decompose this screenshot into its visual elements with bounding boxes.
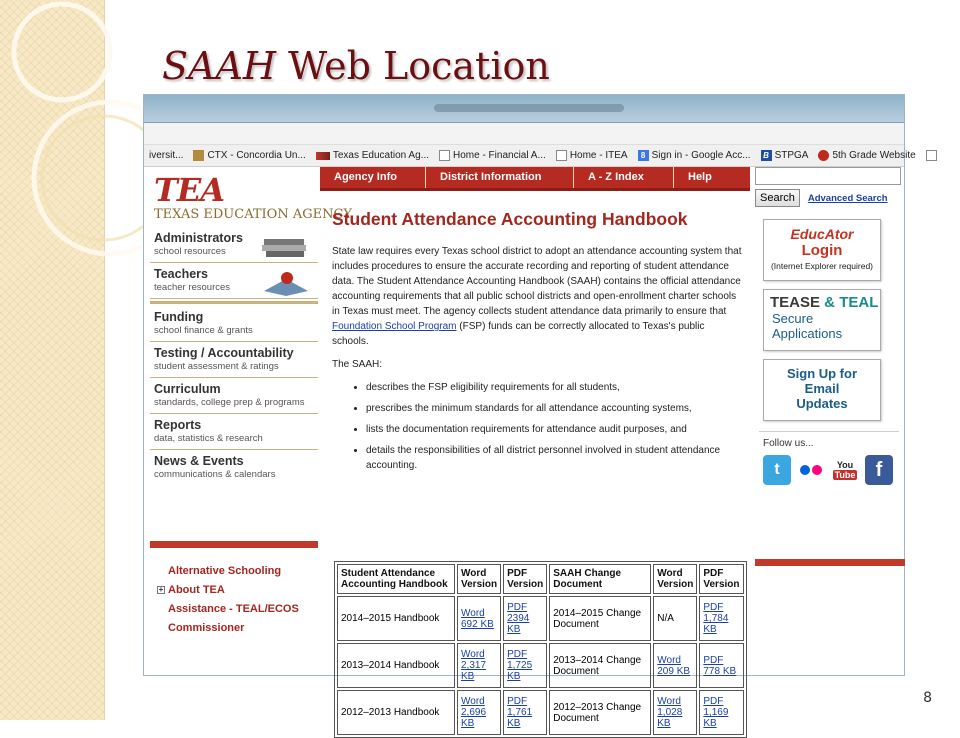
slide-title-rest: Web Location — [276, 44, 550, 88]
red-divider — [150, 541, 318, 548]
nav-item-title: Reports — [154, 418, 202, 432]
bookmark-item[interactable] — [921, 150, 942, 161]
tea-icon — [316, 152, 330, 160]
fsp-link[interactable]: Foundation School Program — [332, 321, 457, 332]
browser-titlebar — [144, 95, 904, 123]
bookmark-label: iversit... — [149, 150, 184, 161]
pdf-link[interactable]: PDF 2394 KB — [507, 602, 530, 635]
concordia-icon — [193, 150, 204, 161]
bookmark-item[interactable] — [188, 150, 310, 161]
logo-mark: TEA — [154, 171, 225, 209]
youtube-you: You — [836, 460, 854, 470]
col-header: PDF Version — [503, 564, 547, 594]
saah-bullets — [332, 380, 742, 473]
bookmark-item[interactable] — [813, 150, 920, 161]
blurred-title — [434, 104, 624, 112]
tab-a-z-index[interactable]: A - Z Index — [574, 167, 674, 191]
nav-item-testing[interactable] — [150, 342, 318, 378]
tease-teal-banner[interactable] — [763, 289, 881, 351]
youtube-icon[interactable] — [831, 455, 859, 485]
social-icons — [763, 455, 903, 485]
bookmark-item[interactable] — [633, 150, 756, 161]
nav-item-teachers[interactable] — [150, 263, 318, 299]
educator-note: (Internet Explorer required) — [770, 261, 874, 271]
page-icon — [926, 150, 937, 161]
change-word-cell: N/A — [653, 596, 697, 641]
table-row — [337, 690, 744, 735]
handbook-table — [334, 561, 747, 738]
word-link[interactable]: Word 209 KB — [657, 654, 691, 677]
search-input[interactable] — [755, 167, 901, 185]
signup-line: Sign Up for — [786, 366, 858, 381]
pdf-cell — [503, 690, 547, 735]
tab-help[interactable]: Help — [688, 171, 712, 183]
bookmark-item[interactable] — [551, 150, 633, 161]
main-content — [332, 209, 742, 479]
nav-item-funding[interactable] — [150, 306, 318, 342]
word-cell — [457, 596, 501, 641]
handbook-cell: 2012–2013 Handbook — [337, 690, 455, 735]
saah-label: The SAAH: — [332, 359, 383, 370]
tea-logo[interactable] — [150, 171, 353, 227]
intro-paragraph — [332, 244, 742, 349]
pdf-link[interactable]: PDF 778 KB — [703, 654, 737, 677]
intro-text: State law requires every Texas school district to adopt an attendance accounting system that includes procedures to ensure the accurate recording and reporting of student attendance data. The Student Attendance Accounting Handbook (SAAH) contains the official attendance accounting requirements that all public school districts and open-enrollment charter schools in Texas must meet. The agency collects student attendance data primarily to ensure that — [332, 246, 742, 317]
link-label: About TEA — [168, 584, 225, 596]
tea-webpage — [144, 167, 904, 729]
nav-item-title: Administrators — [154, 231, 243, 245]
red-divider — [755, 559, 905, 566]
table-row — [337, 596, 744, 641]
col-header: Word Version — [653, 564, 697, 594]
nav-item-sub: standards, college prep & programs — [154, 397, 305, 408]
word-link[interactable]: Word 2,696 KB — [461, 696, 487, 729]
pdf-cell — [503, 596, 547, 641]
apple-books-icon — [260, 269, 312, 297]
pdf-link[interactable]: PDF 1,784 KB — [703, 602, 729, 635]
tease-title — [770, 294, 879, 311]
tease-amp: & — [820, 294, 840, 311]
nav-item-sub: teacher resources — [154, 282, 231, 293]
pdf-link[interactable]: PDF 1,169 KB — [703, 696, 729, 729]
educator-login-banner[interactable] — [763, 219, 881, 281]
slide-title-emphasis: SAAH — [162, 44, 277, 88]
nav-item-sub: school resources — [154, 246, 226, 257]
youtube-tube: Tube — [834, 470, 856, 480]
educator-title: EducAtor — [790, 226, 854, 242]
word-link[interactable]: Word 1,028 KB — [657, 696, 683, 729]
facebook-icon[interactable]: f — [865, 455, 893, 485]
slide-title — [162, 44, 550, 88]
link-about-tea[interactable] — [158, 581, 318, 600]
change-cell: 2013–2014 Change Document — [549, 643, 651, 688]
bookmark-label: STPGA — [774, 150, 809, 161]
nav-item-sub: communications & calendars — [154, 469, 276, 480]
col-header: SAAH Change Document — [549, 564, 651, 594]
bullet-item: • prescribes the minimum standards for all attendance accounting systems, — [366, 401, 742, 416]
top-nav — [320, 167, 750, 191]
tab-agency-info[interactable]: Agency Info — [320, 167, 426, 191]
bookmark-item[interactable] — [311, 150, 434, 161]
bullet-item: • describes the FSP eligibility requirements for all students, — [366, 380, 742, 395]
nav-underline — [320, 188, 750, 191]
bookmark-label: Texas Education Ag... — [332, 150, 429, 161]
bookmark-item[interactable] — [144, 150, 188, 161]
nav-item-reports[interactable] — [150, 414, 318, 450]
nav-item-sub: student assessment & ratings — [154, 361, 279, 372]
word-link[interactable]: Word 692 KB — [461, 607, 494, 630]
right-column — [755, 167, 903, 485]
left-nav — [150, 171, 353, 638]
change-word-cell — [653, 643, 697, 688]
advanced-search-link[interactable]: Advanced Search — [807, 192, 888, 204]
expand-icon[interactable]: + — [158, 585, 164, 594]
nav-item-title: Curriculum — [154, 382, 221, 396]
tease-sub-2: Applications — [772, 326, 843, 341]
apple-icon — [818, 150, 829, 161]
change-pdf-cell — [699, 643, 743, 688]
change-pdf-cell — [699, 690, 743, 735]
link-alternative-schooling[interactable]: Alternative Schooling — [168, 565, 282, 577]
change-cell: 2014–2015 Change Document — [549, 596, 651, 641]
divider — [759, 431, 899, 432]
nav-item-administrators[interactable] — [150, 227, 318, 263]
col-header: Word Version — [457, 564, 501, 594]
change-pdf-cell — [699, 596, 743, 641]
page-icon — [556, 150, 567, 161]
books-icon — [260, 233, 312, 261]
col-header: Student Attendance Accounting Handbook — [337, 564, 455, 594]
signup-line: Updates — [796, 396, 848, 411]
teal-label: TEAL — [839, 294, 879, 311]
change-word-cell — [653, 690, 697, 735]
sub-links — [150, 548, 318, 638]
signup-line: Email — [804, 381, 840, 396]
google-icon: 8 — [638, 150, 649, 161]
educator-login-text: Login — [801, 242, 843, 259]
change-cell: 2012–2013 Change Document — [549, 690, 651, 735]
tab-district-information[interactable]: District Information — [426, 167, 574, 191]
email-signup-banner[interactable] — [763, 359, 881, 421]
link-commissioner[interactable]: Commissioner — [168, 622, 245, 634]
page-heading: Student Attendance Accounting Handbook — [332, 209, 688, 229]
follow-label: Follow us... — [763, 438, 814, 449]
twitter-icon[interactable]: t — [763, 455, 791, 485]
nav-item-news[interactable] — [150, 450, 318, 485]
tease-label: TEASE — [770, 294, 821, 311]
nav-item-title: Testing / Accountability — [154, 346, 294, 360]
nav-item-curriculum[interactable] — [150, 378, 318, 414]
col-header: PDF Version — [699, 564, 743, 594]
page-icon — [439, 150, 450, 161]
bookmark-label: 5th Grade Website — [832, 150, 916, 161]
bookmark-label: CTX - Concordia Un... — [207, 150, 306, 161]
tease-sub-1: Secure — [772, 311, 814, 326]
search-row — [755, 189, 903, 207]
intro-text-end: (FSP) funds can be correctly allocated to Texas's public schools. — [332, 321, 705, 347]
pdf-link[interactable]: PDF 1,725 KB — [507, 649, 533, 682]
bullet-item: • details the responsibilities of all district personnel involved in student attendance accounting. — [366, 443, 742, 473]
address-strip — [144, 123, 904, 145]
word-link[interactable]: Word 2,317 KB — [461, 649, 487, 682]
flickr-icon[interactable] — [797, 455, 825, 485]
nav-item-sub: school finance & grants — [154, 325, 253, 336]
divider — [150, 301, 318, 304]
word-cell — [457, 643, 501, 688]
nav-item-title: Funding — [154, 310, 204, 324]
bullet-item: • lists the documentation requirements for attendance audit purposes, and — [366, 422, 742, 437]
pdf-cell — [503, 643, 547, 688]
table-header-row — [337, 564, 744, 594]
bookmark-item[interactable] — [434, 150, 551, 161]
slide-number: 8 — [923, 690, 932, 706]
table-row — [337, 643, 744, 688]
pdf-link[interactable]: PDF 1,761 KB — [507, 696, 533, 729]
screenshot-frame — [143, 94, 916, 729]
bookmark-label: Sign in - Google Acc... — [651, 150, 751, 161]
bookmark-label: Home - Financial A... — [453, 150, 546, 161]
search-button[interactable]: Search — [755, 189, 800, 207]
bookmark-label: Home - ITEA — [569, 150, 628, 161]
handbook-cell: 2014–2015 Handbook — [337, 596, 455, 641]
logo-agency-name: TEXAS EDUCATION AGENCY — [154, 207, 353, 222]
decorative-rings — [0, 0, 140, 320]
bookmarks-bar — [144, 145, 916, 167]
link-assistance[interactable]: Assistance - TEAL/ECOS — [168, 603, 299, 615]
handbook-cell: 2013–2014 Handbook — [337, 643, 455, 688]
nav-item-sub: data, statistics & research — [154, 433, 263, 444]
word-cell — [457, 690, 501, 735]
nav-item-title: News & Events — [154, 454, 244, 468]
stpga-icon: B — [761, 150, 772, 161]
nav-item-title: Teachers — [154, 267, 208, 281]
bookmark-item[interactable] — [756, 150, 814, 161]
